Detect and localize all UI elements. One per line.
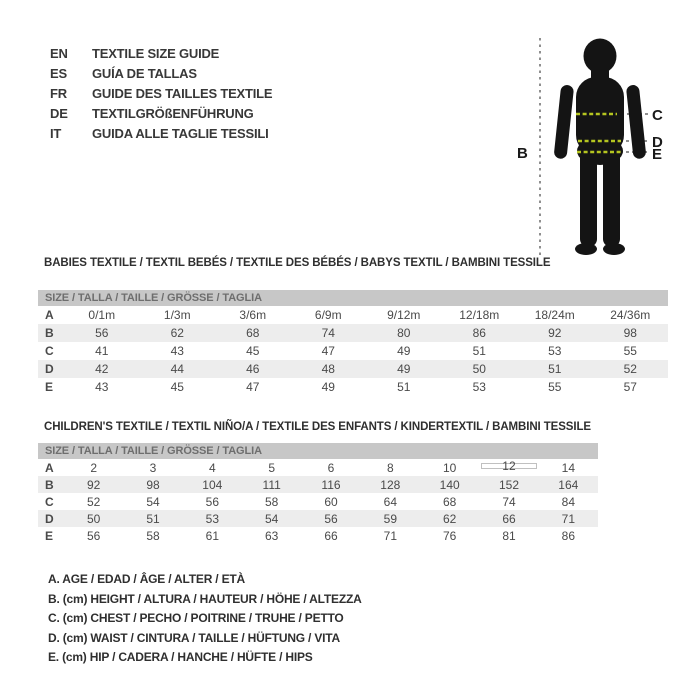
children-table-title: CHILDREN'S TEXTILE / TEXTIL NIÑO/A / TEXTILE DES ENFANTS / KINDERTEXTIL / BAMBINI TESSILE xyxy=(44,421,591,433)
table-cell: 62 xyxy=(170,326,184,340)
language-row-fr xyxy=(50,84,272,104)
table-cell: 59 xyxy=(383,511,397,526)
table-cell: 4 xyxy=(208,460,216,475)
table-cell: 56 xyxy=(324,511,338,526)
language-code: ES xyxy=(50,66,67,81)
legend-height: B. (cm) HEIGHT / ALTURA / HAUTEUR / HÖHE / ALTEZZA xyxy=(48,591,362,606)
babies-row-D xyxy=(38,360,668,378)
table-cell: 6 xyxy=(327,460,335,475)
row-label: E xyxy=(45,380,54,394)
table-cell: 71 xyxy=(561,511,575,526)
row-label: B xyxy=(45,326,54,340)
table-cell: 140 xyxy=(439,477,460,492)
table-cell: 164 xyxy=(558,477,579,492)
babies-table-title: BABIES TEXTILE / TEXTIL BEBÉS / TEXTILE DES BÉBÉS / BABYS TEXTIL / BAMBINI TESSILE xyxy=(44,257,551,269)
table-cell: 66 xyxy=(324,528,338,543)
table-cell: 6/9m xyxy=(314,308,342,322)
babies-table-rows xyxy=(38,306,668,396)
table-cell: 68 xyxy=(246,326,260,340)
table-cell: 116 xyxy=(321,477,341,492)
table-cell: 60 xyxy=(324,494,338,509)
language-title: GUIDA ALLE TAGLIE TESSILI xyxy=(92,126,269,141)
language-title: TEXTILE SIZE GUIDE xyxy=(92,46,220,61)
table-cell: 50 xyxy=(472,362,486,376)
table-cell: 14 xyxy=(561,460,575,475)
table-cell: 3/6m xyxy=(239,308,267,322)
child-measurement-figure xyxy=(490,25,690,260)
table-cell: 43 xyxy=(95,380,109,394)
table-cell: 50 xyxy=(86,511,101,526)
babies-size-table xyxy=(38,290,668,396)
language-title-list xyxy=(50,44,272,144)
table-cell: 86 xyxy=(472,326,486,340)
table-cell: 53 xyxy=(548,344,562,358)
row-label: D xyxy=(45,362,54,376)
table-cell: 1/3m xyxy=(163,308,191,322)
table-cell: 56 xyxy=(86,528,101,543)
toddler-silhouette xyxy=(554,39,647,256)
table-cell: 56 xyxy=(95,326,109,340)
children-row-D xyxy=(38,510,598,527)
table-cell: 47 xyxy=(321,344,335,358)
table-cell: 74 xyxy=(502,494,516,509)
table-cell: 62 xyxy=(442,511,457,526)
table-cell: 49 xyxy=(397,344,411,358)
legend-waist: D. (cm) WAIST / CINTURA / TAILLE / HÜFTUNG / VITA xyxy=(48,630,340,645)
language-title: TEXTILGRÖßENFÜHRUNG xyxy=(92,106,254,121)
language-title: GUÍA DE TALLAS xyxy=(92,66,197,81)
babies-table-header: SIZE / TALLA / TAILLE / GRÖSSE / TAGLIA xyxy=(38,290,668,306)
children-row-C xyxy=(38,493,598,510)
language-code: DE xyxy=(50,106,68,121)
table-cell: 9/12m xyxy=(387,308,421,322)
table-cell: 68 xyxy=(442,494,457,509)
measurement-legend xyxy=(48,570,362,668)
children-table-header: SIZE / TALLA / TAILLE / GRÖSSE / TAGLIA xyxy=(38,443,598,459)
table-cell: 92 xyxy=(86,477,101,492)
table-cell: 54 xyxy=(264,511,279,526)
table-cell: 76 xyxy=(442,528,457,543)
table-cell: 104 xyxy=(202,477,223,492)
table-cell: 86 xyxy=(561,528,575,543)
babies-row-C xyxy=(38,342,668,360)
language-row-en xyxy=(50,44,272,64)
table-cell: 66 xyxy=(502,511,516,526)
table-cell: 46 xyxy=(246,362,260,376)
babies-row-E xyxy=(38,378,668,396)
highlighted-size-cell: 12 xyxy=(481,463,537,469)
child-silhouette-icon xyxy=(490,25,690,260)
table-cell: 98 xyxy=(623,326,637,340)
table-cell: 18/24m xyxy=(534,308,575,322)
table-cell: 8 xyxy=(386,460,394,475)
table-cell: 55 xyxy=(623,344,637,358)
table-cell: 53 xyxy=(472,380,486,394)
table-cell: 48 xyxy=(321,362,335,376)
table-cell: 45 xyxy=(170,380,184,394)
table-cell: 152 xyxy=(498,477,519,492)
table-cell: 98 xyxy=(146,477,160,492)
table-cell: 71 xyxy=(383,528,397,543)
table-cell: 5 xyxy=(268,460,275,475)
row-label: A xyxy=(45,308,54,322)
language-row-es xyxy=(50,64,272,84)
table-cell: 45 xyxy=(246,344,260,358)
table-cell: 111 xyxy=(262,477,281,492)
table-cell: 24/36m xyxy=(610,308,651,322)
table-cell: 10 xyxy=(442,460,457,475)
row-label: B xyxy=(45,477,54,492)
hip-label: E xyxy=(652,146,663,163)
children-row-A xyxy=(38,459,598,476)
row-label: C xyxy=(45,344,54,358)
row-label: E xyxy=(45,528,54,543)
table-cell: 64 xyxy=(383,494,397,509)
table-cell: 3 xyxy=(149,460,157,475)
table-cell: 51 xyxy=(397,380,411,394)
table-cell: 43 xyxy=(170,344,184,358)
table-cell: 49 xyxy=(397,362,411,376)
table-cell: 56 xyxy=(205,494,219,509)
legend-hip: E. (cm) HIP / CADERA / HANCHE / HÜFTE / HIPS xyxy=(48,650,313,664)
table-cell: 51 xyxy=(548,362,562,376)
table-cell: 51 xyxy=(472,344,486,358)
babies-row-B xyxy=(38,324,668,342)
table-cell: 80 xyxy=(397,326,411,340)
table-cell: 74 xyxy=(321,326,335,340)
table-cell: 54 xyxy=(146,494,160,509)
children-row-B xyxy=(38,476,598,493)
language-row-it xyxy=(50,124,272,144)
table-cell: 53 xyxy=(205,511,219,526)
children-size-table xyxy=(38,443,598,544)
table-cell: 49 xyxy=(321,380,335,394)
table-cell: 52 xyxy=(86,494,101,509)
waist-label: D xyxy=(652,134,663,151)
chest-label: C xyxy=(652,107,663,124)
table-cell: 81 xyxy=(502,528,516,543)
table-cell: 12/18m xyxy=(459,308,500,322)
legend-age: A. AGE / EDAD / ÂGE / ALTER / ETÀ xyxy=(48,572,245,586)
table-cell: 84 xyxy=(561,494,575,509)
row-label: D xyxy=(45,511,54,526)
table-cell: 52 xyxy=(623,362,637,376)
table-cell: 51 xyxy=(146,511,160,526)
table-cell: 55 xyxy=(548,380,562,394)
babies-row-A xyxy=(38,306,668,324)
height-label: B xyxy=(517,145,528,162)
table-cell: 2 xyxy=(90,460,97,475)
table-cell: 47 xyxy=(246,380,260,394)
table-cell: 41 xyxy=(95,344,109,358)
table-cell: 61 xyxy=(205,528,219,543)
legend-chest: C. (cm) CHEST / PECHO / POITRINE / TRUHE / PETTO xyxy=(48,611,344,625)
table-cell: 128 xyxy=(380,477,401,492)
table-cell: 0/1m xyxy=(88,308,116,322)
children-table-rows xyxy=(38,459,598,544)
table-cell: 42 xyxy=(95,362,109,376)
table-cell: 58 xyxy=(146,528,160,543)
row-label: A xyxy=(45,460,54,475)
table-cell: 63 xyxy=(264,528,279,543)
table-cell: 92 xyxy=(548,326,562,340)
language-code: EN xyxy=(50,46,68,61)
language-code: FR xyxy=(50,86,67,101)
table-cell: 44 xyxy=(170,362,184,376)
language-title: GUIDE DES TAILLES TEXTILE xyxy=(92,86,273,101)
language-row-de xyxy=(50,104,272,124)
language-code: IT xyxy=(50,126,62,141)
table-cell: 58 xyxy=(264,494,279,509)
table-cell: 57 xyxy=(623,380,637,394)
children-row-E xyxy=(38,527,598,544)
row-label: C xyxy=(45,494,54,509)
